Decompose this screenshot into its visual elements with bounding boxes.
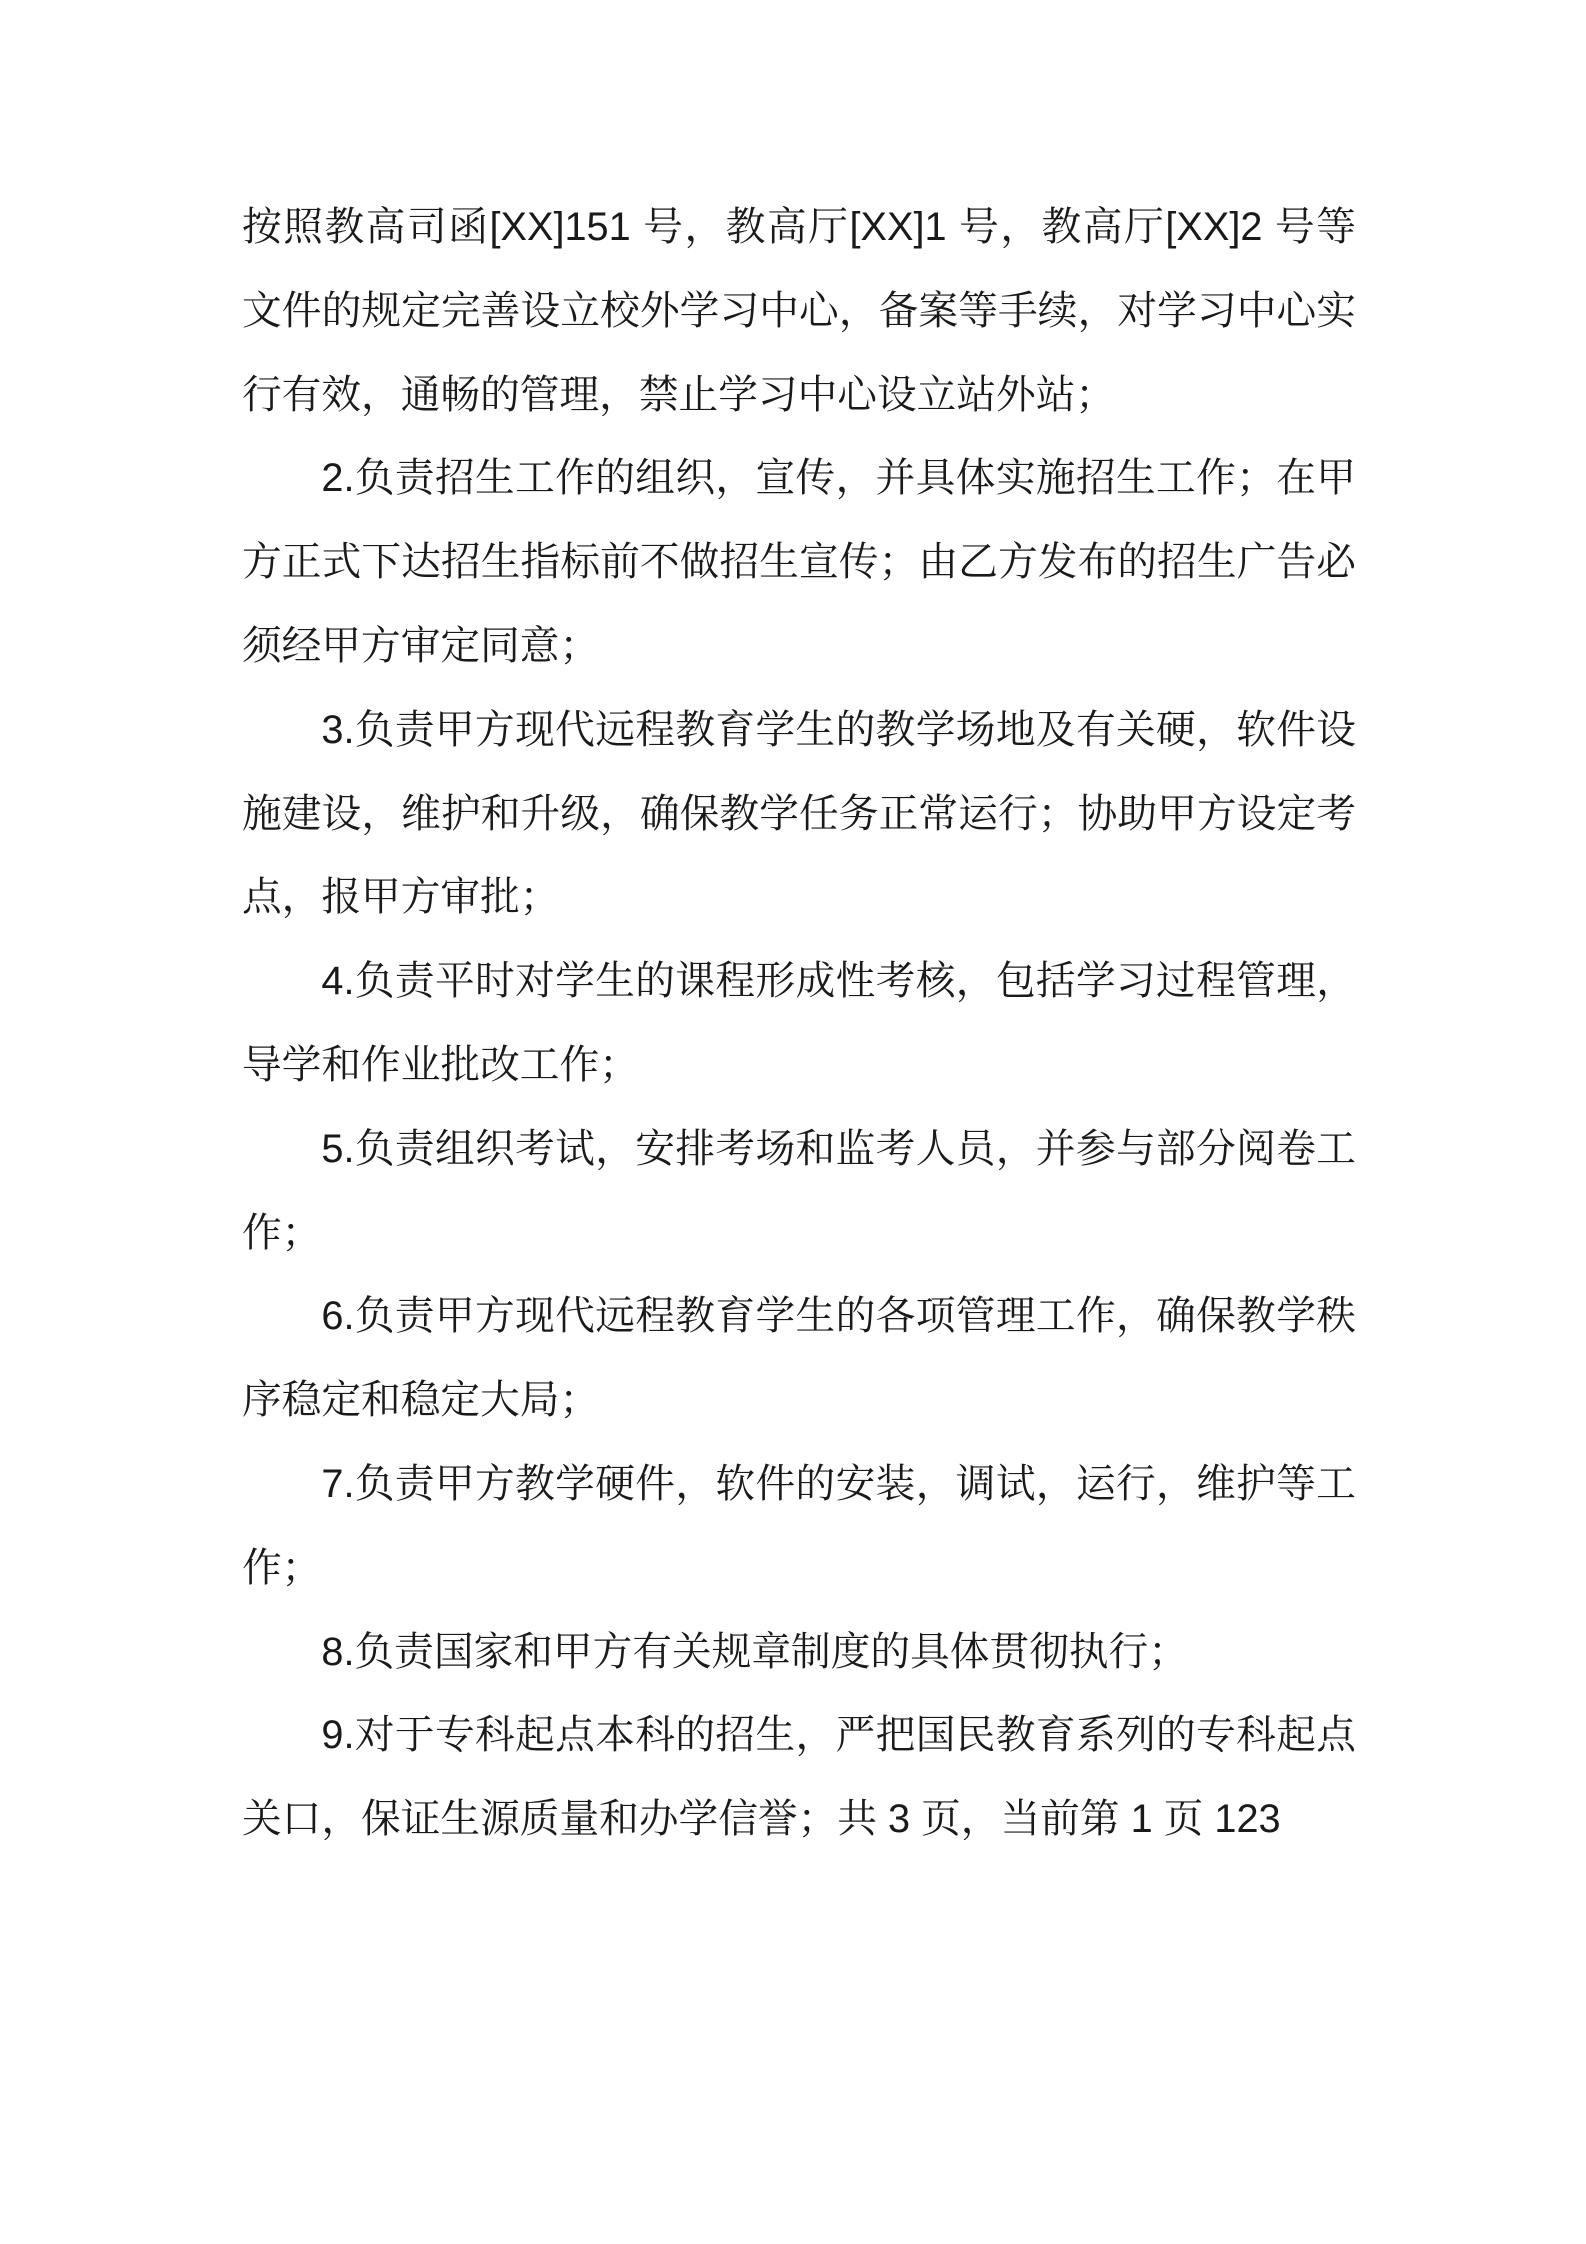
paragraph-item-2 [242, 437, 1356, 688]
text-line: 施建设，维护和升级，确保教学任务正常运行；协助甲方设定考 [242, 791, 1356, 836]
text-line: 3.负责甲方现代远程教育学生的教学场地及有关硬，软件设 [321, 707, 1356, 752]
text-line: 5.负责组织考试，安排考场和监考人员，并参与部分阅卷工 [321, 1126, 1356, 1171]
text-line: 2.负责招生工作的组织，宣传，并具体实施招生工作；在甲 [321, 456, 1356, 501]
text-line: 8.负责国家和甲方有关规章制度的具体贯彻执行； [321, 1629, 1188, 1674]
text-line: 9.对于专科起点本科的招生，严把国民教育系列的专科起点 [321, 1713, 1356, 1758]
text-line: 作； [242, 1545, 322, 1590]
text-line: 关口，保证生源质量和办学信誉；共 3 页，当前第 1 页 123 [242, 1797, 1281, 1842]
text-line: 行有效，通畅的管理，禁止学习中心设立站外站； [242, 372, 1116, 417]
text-line: 须经甲方审定同意； [242, 623, 600, 668]
text-line: 4.负责平时对学生的课程形成性考核，包括学习过程管理， [321, 959, 1356, 1004]
paragraph-item-3 [242, 689, 1356, 940]
text-line: 方正式下达招生指标前不做招生宣传；由乙方发布的招生广告必 [242, 540, 1356, 585]
paragraph-continuation [242, 186, 1356, 437]
paragraph-item-7 [242, 1443, 1356, 1611]
paragraph-item-5 [242, 1108, 1356, 1276]
text-line: 文件的规定完善设立校外学习中心，备案等手续，对学习中心实 [242, 288, 1356, 333]
paragraph-item-8 [242, 1611, 1356, 1695]
text-line: 点，报甲方审批； [242, 875, 560, 920]
text-line: 7.负责甲方教学硬件，软件的安装，调试，运行，维护等工 [321, 1461, 1356, 1506]
text-line: 按照教高司函[XX]151 号，教高厅[XX]1 号，教高厅[XX]2 号等 [242, 205, 1356, 249]
text-line: 作； [242, 1210, 322, 1255]
text-line: 序稳定和稳定大局； [242, 1378, 600, 1423]
paragraph-item-9 [242, 1694, 1356, 1862]
paragraph-item-4 [242, 940, 1356, 1108]
text-line: 导学和作业批改工作； [242, 1042, 639, 1087]
text-line: 6.负责甲方现代远程教育学生的各项管理工作，确保教学秩 [321, 1294, 1356, 1339]
paragraph-item-6 [242, 1275, 1356, 1443]
document-body [242, 186, 1356, 1862]
